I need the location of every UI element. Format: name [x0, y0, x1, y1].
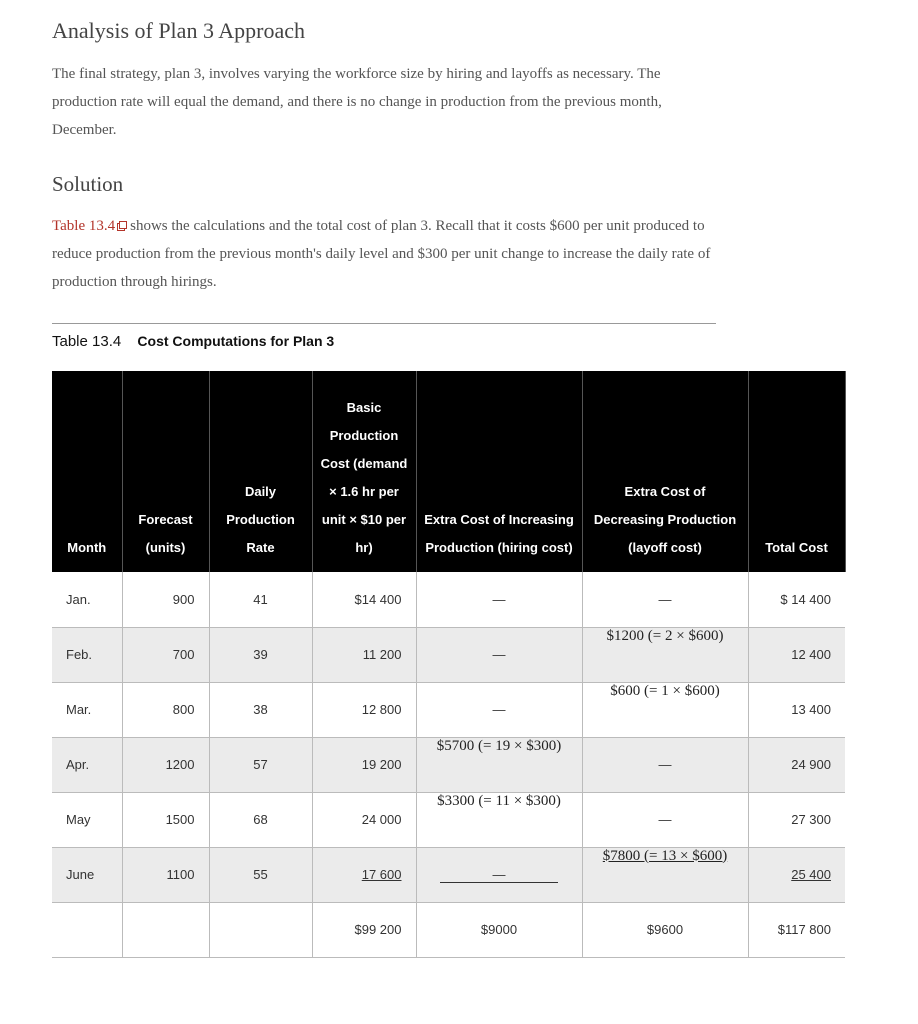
header-month: Month [52, 371, 122, 572]
cell-rate: 57 [209, 737, 312, 792]
cell-total: 24 900 [748, 737, 845, 792]
cell-month: June [52, 847, 122, 902]
table-row [52, 847, 845, 902]
cell-total: 13 400 [748, 682, 845, 737]
cell-increase: — [416, 572, 582, 627]
page-title: Analysis of Plan 3 Approach [52, 18, 305, 43]
table-number: Table 13.4 [52, 333, 122, 350]
cell-total: $ 14 400 [748, 572, 845, 627]
cell-rate: 38 [209, 682, 312, 737]
cell-forecast: 800 [122, 682, 209, 737]
cell-increase: $3300 (= 11 × $300) [416, 792, 582, 847]
header-total-cost: Total Cost [748, 371, 845, 572]
total-increase: $9000 [416, 902, 582, 957]
divider [52, 323, 716, 324]
header-basic-cost: Basic Production Cost (demand × 1.6 hr per unit × $10 per hr) [312, 371, 416, 572]
cell-month: May [52, 792, 122, 847]
cell-basic-value: 17 600 [361, 867, 402, 882]
cell-rate: 41 [209, 572, 312, 627]
cell-decrease [582, 847, 748, 902]
cell-basic: 12 800 [312, 682, 416, 737]
cell-decrease: — [582, 572, 748, 627]
table-row [52, 792, 845, 847]
cell-forecast: 700 [122, 627, 209, 682]
totals-row [52, 902, 845, 957]
cell-rate: 68 [209, 792, 312, 847]
cell-total: 12 400 [748, 627, 845, 682]
intro-paragraph: The final strategy, plan 3, involves varying the workforce size by hiring and layoffs as necessary. The production rate will equal the demand, and there is no change in production from the previous month, December. [52, 66, 662, 138]
cell-empty [52, 902, 122, 957]
total-decrease: $9600 [582, 902, 748, 957]
cell-increase: — [416, 682, 582, 737]
cell-increase-value: — [440, 867, 558, 883]
cell-decrease: — [582, 792, 748, 847]
header-increase-cost: Extra Cost of Increasing Production (hiring cost) [416, 371, 582, 572]
total-basic: $99 200 [312, 902, 416, 957]
solution-heading: Solution [52, 172, 124, 196]
cell-forecast: 1100 [122, 847, 209, 902]
total-total: $117 800 [748, 902, 845, 957]
cell-basic: $14 400 [312, 572, 416, 627]
cost-table [52, 371, 846, 958]
cell-month: Mar. [52, 682, 122, 737]
cell-total: 27 300 [748, 792, 845, 847]
cell-increase [416, 847, 582, 902]
cell-rate: 39 [209, 627, 312, 682]
cell-total [748, 847, 845, 902]
table-title: Cost Computations for Plan 3 [137, 333, 335, 349]
header-decrease-cost: Extra Cost of Decreasing Production (layoff cost) [582, 371, 748, 572]
cell-decrease-value: $7800 (= 13 × $600) [602, 847, 728, 864]
cell-decrease: $600 (= 1 × $600) [582, 682, 748, 737]
solution-paragraph [52, 212, 712, 296]
cell-month: Feb. [52, 627, 122, 682]
header-forecast: Forecast (units) [122, 371, 209, 572]
table-row [52, 682, 845, 737]
cell-increase: — [416, 627, 582, 682]
cell-basic: 11 200 [312, 627, 416, 682]
table-row [52, 627, 845, 682]
external-link-icon [117, 221, 127, 231]
cell-forecast: 1200 [122, 737, 209, 792]
cell-total-value: 25 400 [791, 867, 831, 882]
table-row [52, 737, 845, 792]
cell-forecast: 900 [122, 572, 209, 627]
cell-basic: 24 000 [312, 792, 416, 847]
cell-decrease: $1200 (= 2 × $600) [582, 627, 748, 682]
cell-month: Jan. [52, 572, 122, 627]
header-rate: Daily Production Rate [209, 371, 312, 572]
cell-increase: $5700 (= 19 × $300) [416, 737, 582, 792]
cell-basic [312, 847, 416, 902]
solution-text: shows the calculations and the total cost of plan 3. Recall that it costs $600 per unit produced to reduce production from the previous month's daily level and $300 per unit change to increase the daily rate of production through hirings. [52, 218, 711, 290]
table-link[interactable]: Table 13.4 [52, 218, 130, 234]
cell-empty [122, 902, 209, 957]
table-row [52, 572, 845, 627]
cell-rate: 55 [209, 847, 312, 902]
header-row [52, 371, 845, 572]
cell-forecast: 1500 [122, 792, 209, 847]
table-caption [52, 333, 334, 350]
cell-basic: 19 200 [312, 737, 416, 792]
cell-decrease: — [582, 737, 748, 792]
cell-empty [209, 902, 312, 957]
cell-month: Apr. [52, 737, 122, 792]
